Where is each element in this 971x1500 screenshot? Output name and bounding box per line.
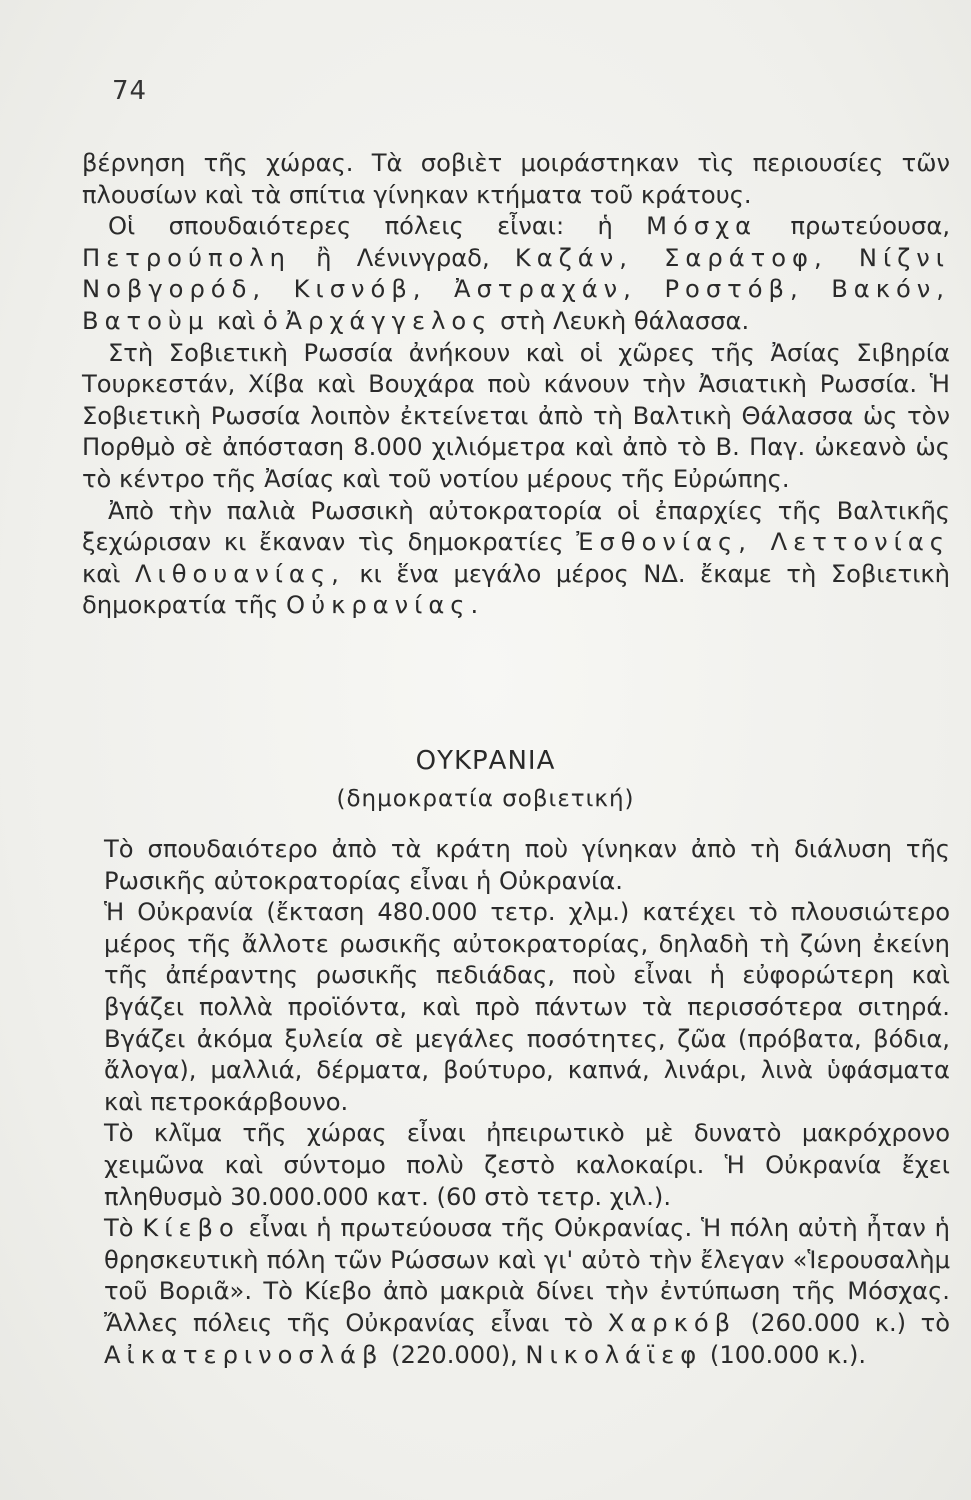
- text-run: (260.000 κ.) τὸ: [736, 1308, 951, 1337]
- text-run: ἢ Λένινγραδ,: [290, 243, 515, 272]
- emphasized-text: Πετρούπολη: [82, 243, 291, 272]
- text-run: Τὸ κλῖμα τῆς χώρας εἶναι ἠπειρωτικὸ μὲ δυνατὸ μακρόχρονο χειμῶνα καὶ σύντομο πολὺ ζεστὸ καλοκαίρι. Ἡ Οὐκρανία ἔχει πληθυσμὸ 30.000.000 κατ. (60 στὸ τετρ. χιλ.).: [104, 1119, 950, 1211]
- paragraph: [82, 496, 950, 622]
- text-run: (220.000),: [383, 1340, 526, 1369]
- emphasized-text: Ἀρχάγγελος: [285, 306, 493, 335]
- paragraph: [104, 834, 950, 897]
- section-subtitle: (δημοκρατία σοβιετική): [336, 786, 635, 812]
- text-run: Ἀπὸ τὴν παλιὰ Ρωσσικὴ αὐτοκρατορία οἱ ἐπαρχίες τῆς Βαλτικῆς ξεχώρισαν κι ἔκαναν τὶς δημοκρατίες: [82, 496, 950, 557]
- paragraph: [104, 1213, 950, 1371]
- text-run: Τὸ σπουδαιότερο ἀπὸ τὰ κράτη ποὺ γίνηκαν ἀπὸ τὴ διάλυση τῆς Ρωσικῆς αὐτοκρατορίας εἶναι ἡ Οὐκρανία.: [104, 835, 950, 895]
- text-run: Οἱ σπουδαιότερες πόλεις εἶναι: ἡ: [108, 212, 647, 241]
- text-run: καὶ: [82, 559, 135, 588]
- emphasized-text: Χαρκόβ: [607, 1308, 737, 1337]
- emphasized-text: Κίεβο: [142, 1214, 240, 1243]
- emphasized-text: Αἰκατερινοσλάβ: [104, 1340, 384, 1369]
- paragraph: [104, 897, 950, 1118]
- text-run: Στὴ Σοβιετικὴ Ρωσσία ἀνήκουν καὶ οἱ χῶρες τῆς Ἀσίας Σιβηρία Τουρκεστάν, Χίβα καὶ Βουχάρα ποὺ κάνουν τὴν Ἀσιατικὴ Ρωσσία. Ἡ Σοβιετικὴ Ρωσσία λοιπὸν ἐκτείνεται ἀπὸ τὴ Βαλτικὴ Θάλασσα ὡς τὸν Πορθμὸ σὲ ἀπόσταση 8.000 χιλιόμετρα καὶ ἀπὸ τὸ Β. Παγ. ὠκεανὸ ὡς τὸ κέντρο τῆς Ἀσίας καὶ τοῦ νοτίου μέρους τῆς Εὐρώπης.: [82, 338, 950, 493]
- text-run: Τὸ: [104, 1214, 143, 1243]
- emphasized-text: Οὐκρανίας.: [286, 591, 485, 620]
- page-number: 74: [112, 76, 148, 106]
- text-run: βέρνηση τῆς χώρας. Τὰ σοβιὲτ μοιράστηκαν τὶς περιουσίες τῶν πλουσίων καὶ τὰ σπίτια γίνηκαν κτήματα τοῦ κράτους.: [82, 149, 950, 209]
- bottom-text-block: [104, 834, 950, 1371]
- text-run: κι ἕνα μεγάλο μέρος ΝΔ. ἔκαμε τὴ Σοβιετικὴ δημοκρατία τῆς: [82, 559, 951, 620]
- section-title: ΟΥΚΡΑΝΙΑ: [415, 746, 556, 776]
- paragraph: [82, 338, 950, 496]
- emphasized-text: Λιθουανίας,: [134, 559, 345, 588]
- text-run: πρωτεύουσα,: [757, 212, 951, 241]
- paragraph: [82, 148, 950, 211]
- paragraph: [104, 1118, 950, 1213]
- emphasized-text: Μόσχα: [646, 212, 758, 241]
- emphasized-text: Καζάν, Σαράτοφ, Νίζνι Νοβγορόδ, Κισνόβ, Ἀστραχάν, Ροστόβ, Βακόν, Βατοὺμ: [82, 243, 950, 335]
- text-run: εἶναι ἡ πρωτεύουσα τῆς Οὐκρανίας. Ἡ πόλη αὐτὴ ἦταν ἡ θρησκευτικὴ πόλη τῶν Ρώσσων καὶ γι' αὐτὸ τὴν ἔλεγαν «Ἱερουσαλὴμ τοῦ Βοριᾶ». Τὸ Κίεβο ἀπὸ μακριὰ δίνει τὴν ἐντύπωση τῆς Μόσχας. Ἄλλες πόλεις τῆς Οὐκρανίας εἶναι τὸ: [104, 1214, 950, 1337]
- text-run: καὶ ὁ: [209, 306, 286, 335]
- emphasized-text: Ἐσθονίας, Λεττονίας: [576, 528, 950, 557]
- top-text-block: [82, 148, 950, 622]
- text-run: στὴ Λευκὴ θάλασσα.: [492, 306, 750, 335]
- paragraph: [82, 211, 950, 337]
- text-run: (100.000 κ.).: [702, 1340, 867, 1369]
- emphasized-text: Νικολάϊεφ: [525, 1340, 703, 1369]
- text-run: Ἡ Οὐκρανία (ἔκταση 480.000 τετρ. χλμ.) κατέχει τὸ πλουσιώτερο μέρος τῆς ἄλλοτε ρωσικῆς αὐτοκρατορίας, δηλαδὴ τὴ ζώνη ἐκείνη τῆς ἀπέραντης ρωσικῆς πεδιάδας, ποὺ εἶναι ἡ εὐφορώτερη καὶ βγάζει πολλὰ προϊόντα, καὶ πρὸ πάντων τὰ περισσότερα σιτηρά. Βγάζει ἀκόμα ξυλεία σὲ μεγάλες ποσότητες, ζῶα (πρόβατα, βόδια, ἄλογα), μαλλιά, δέρματα, βούτυρο, καπνά, λινάρι, λινὰ ὑφάσματα καὶ πετροκάρβουνο.: [104, 898, 950, 1116]
